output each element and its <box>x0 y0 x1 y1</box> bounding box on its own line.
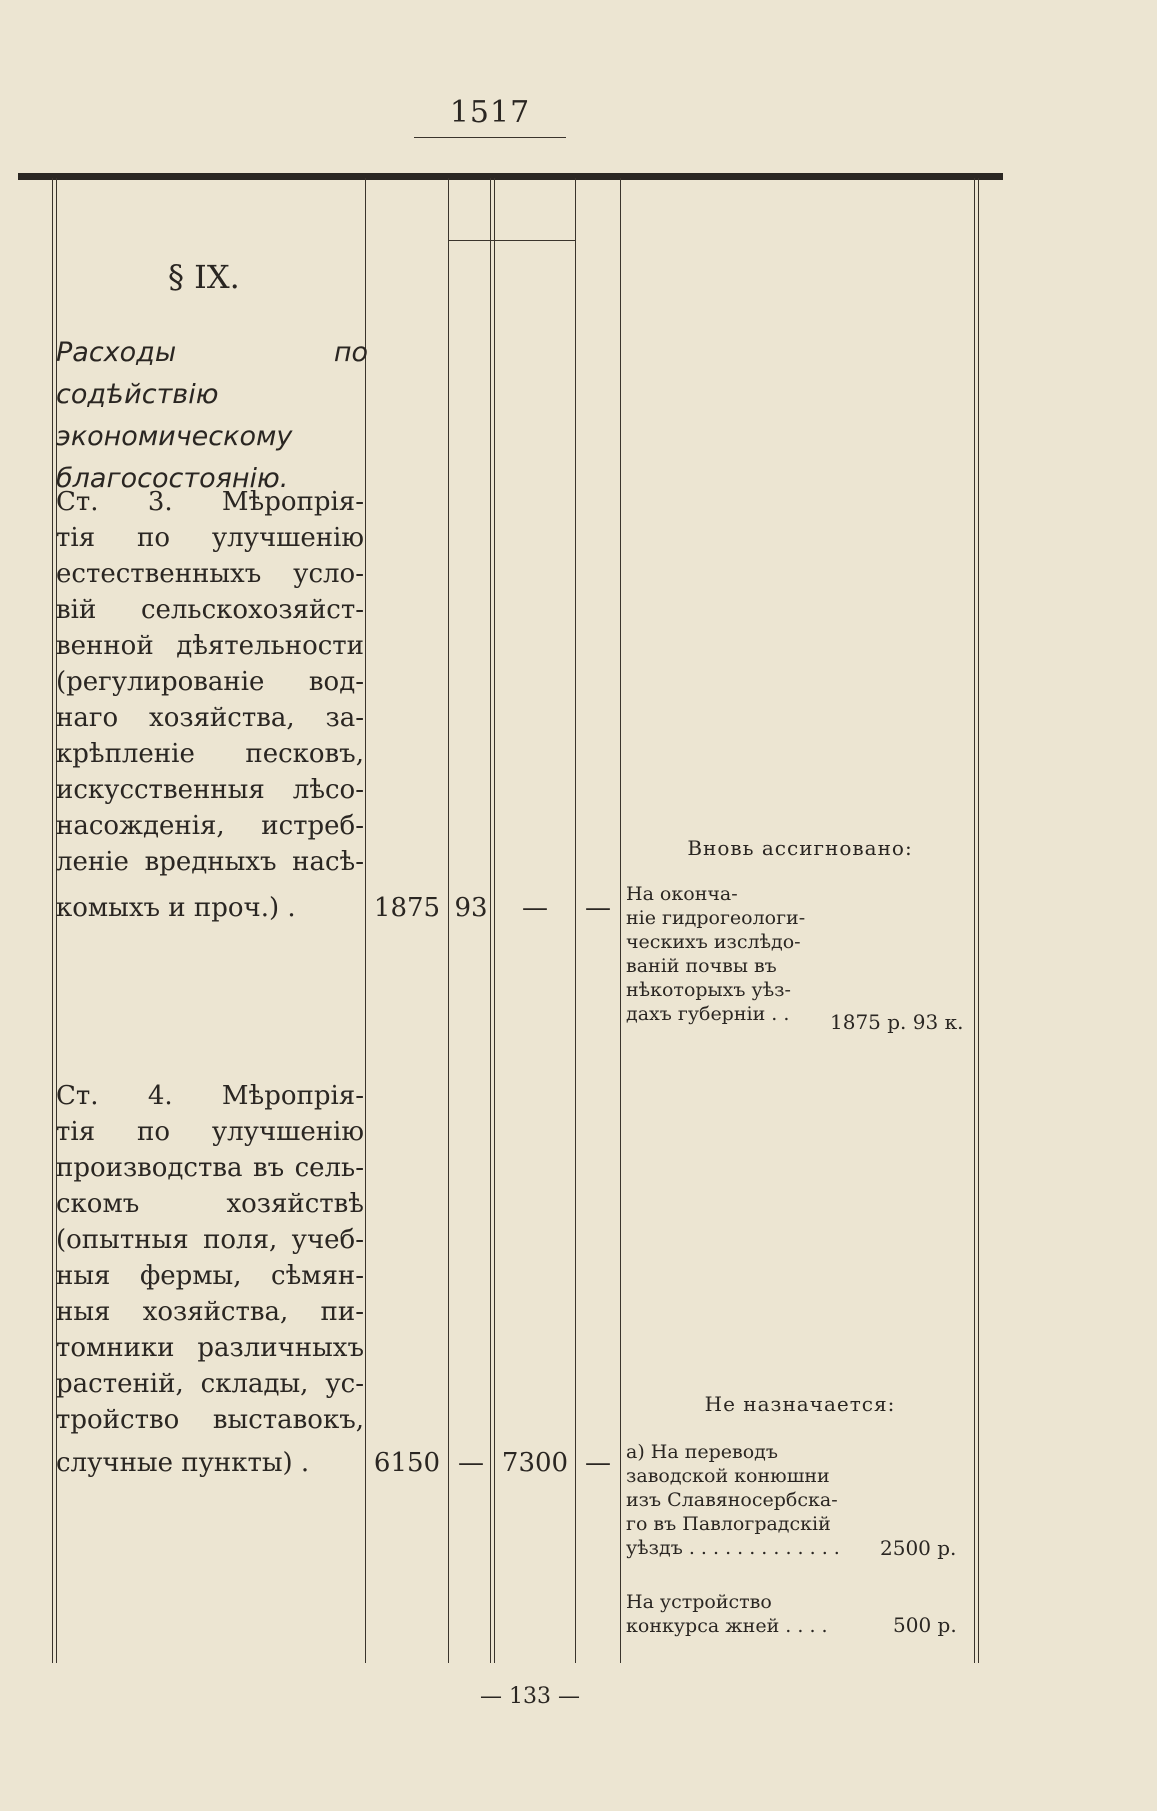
column-rule <box>974 178 975 1663</box>
article-3-text: Ст. 3. Мѣропрія- тія по улучшенію естественныхъ усло- вій сельскохозяйст- венной дѣятельности (регулированіе вод- наго хозяйства, за- крѣпленіе песковъ, искусственныя лѣсо- насожденія, истреб- леніе вредныхъ насѣ- <box>56 487 364 877</box>
article-4-text: Ст. 4. Мѣропрія- тія по улучшенію производства въ сель- скомъ хозяйствѣ (опытныя поля, учеб- ныя фермы, сѣмян- ныя хозяйства, пи- томники различныхъ растеній, склады, ус- тройство выставокъ, <box>56 1081 364 1435</box>
article-3-kopecks: 93 <box>454 893 488 923</box>
article-4-note-b: На устройство конкурса жней . . . . <box>626 1591 828 1637</box>
section-title: Расходы по содѣйствію экономическому благосостоянію. <box>56 337 368 494</box>
column-rule <box>978 178 979 1663</box>
section-number: § IX. <box>168 258 240 296</box>
column-rule <box>448 178 449 1663</box>
header-rule <box>448 240 575 241</box>
article-4-rubles: 6150 <box>373 1448 441 1478</box>
article-4-kopecks-2: — <box>585 1448 611 1478</box>
article-4-last-line: случные пункты) . <box>56 1448 310 1478</box>
article-4-note-heading: Не назначается: <box>704 1392 896 1416</box>
article-4-kopecks: — <box>458 1448 484 1478</box>
page-number: 1517 <box>449 95 531 130</box>
article-3-note-text: На оконча- ніе гидрогеологи- ческихъ изслѣдо- ваній почвы въ нѣкоторыхъ уѣз- дахъ губерніи . . <box>626 883 806 1025</box>
article-3-rubles: 1875 <box>373 893 441 923</box>
page-number-rule <box>414 137 566 138</box>
article-4-rubles-2: 7300 <box>501 1448 569 1478</box>
column-rule <box>52 178 53 1663</box>
page-footer: — 133 — <box>480 1684 580 1709</box>
article-3-rubles-2: — <box>522 893 548 923</box>
article-3-kopecks-2: — <box>585 893 611 923</box>
article-4-note-b-amount: 500 р. <box>893 1613 957 1637</box>
article-4-note-a: а) На переводъ заводской конюшни изъ Славяносербска- го въ Павлоградскій уѣздъ . . . . . . . . . . . . . <box>626 1441 840 1559</box>
article-3-note-heading: Вновь ассигновано: <box>687 836 913 860</box>
article-4-note-a-amount: 2500 р. <box>880 1536 957 1560</box>
table-top-rule <box>18 173 1003 180</box>
article-3-last-line: комыхъ и проч.) . <box>56 893 296 923</box>
article-3-note-amount: 1875 р. 93 к. <box>830 1010 964 1034</box>
column-rule <box>620 178 621 1663</box>
column-rule <box>575 178 576 1663</box>
column-rule <box>494 178 495 1663</box>
